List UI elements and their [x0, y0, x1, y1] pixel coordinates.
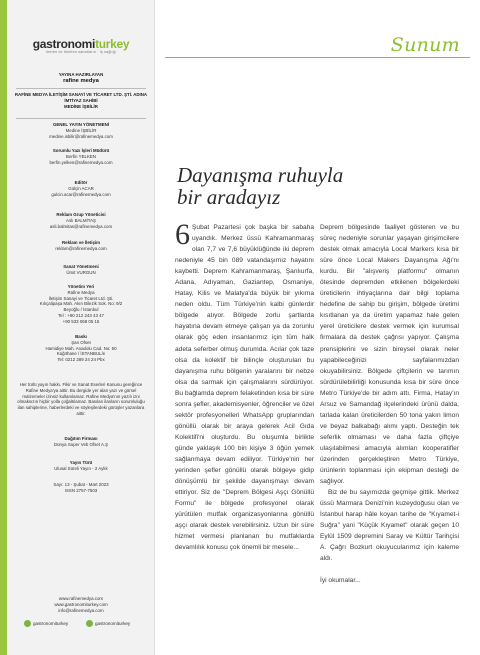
website-link[interactable]: www.gastronomiturkey.com: [54, 601, 108, 607]
publisher-name: rafine medya: [63, 77, 99, 84]
editor-name: Gülçin ACAR: [68, 185, 94, 191]
masthead-sidebar: [0, 0, 155, 655]
ad-group-block: [10, 212, 152, 229]
publisher-block: [10, 72, 152, 85]
management-title: Yönetim Yeri: [67, 284, 95, 289]
chief-editor-email[interactable]: medine.isbilir@rafinemedya.com: [49, 133, 113, 139]
responsible-editor-name: Berfin YELKEN: [66, 153, 96, 159]
publication-type-title: Yayın Türü: [69, 460, 93, 465]
responsible-editor-email[interactable]: berfin.yelken@rafinemedya.com: [49, 159, 113, 165]
sidebar-accent-bar: [0, 0, 7, 655]
issue-block: [10, 482, 152, 494]
printing-line: Kağıthane / İSTANBUL/e: [56, 351, 106, 357]
publication-type-value: Ulusal Süreli Yayın - 2 Aylık: [54, 465, 108, 471]
issn: ISSN 2757-7503: [64, 487, 98, 493]
management-line: Kılıçalipaşa Mah. Akın Bilezik Sok. No: 9/2: [39, 301, 123, 307]
issue-number: Sayı: 13 - Şubat - Mart 2023: [53, 482, 109, 487]
magazine-logo: [10, 37, 152, 54]
printing-block: [10, 334, 152, 363]
twitter-icon: [86, 620, 93, 627]
owner-block: [10, 92, 152, 109]
chief-editor-title: GENEL YAYIN YÖNETMENİ: [52, 122, 110, 127]
logo-tagline: üreten ve tüketen sanatların · İş sağlığı: [45, 50, 117, 54]
owner-name: MEDİNE İŞBİLİR: [64, 103, 98, 109]
section-title: Sunum: [390, 34, 460, 56]
publisher-heading: YAYINA HAZIRLAYAN: [58, 72, 104, 77]
divider: [16, 88, 146, 89]
headline-line: bir aradayız: [177, 185, 281, 209]
printing-title: Baskı: [75, 334, 87, 339]
email-link[interactable]: info@rafinemedya.com: [58, 607, 104, 613]
column-2-paragraph: Deprem bölgesinde faaliyet gösteren ve bu süreç nedeniyle sorunlar yaşayan girişimcilere destek olmak amacıyla Local Markers kısa bir süre önce Local Makers Dayanışma Ağı'nı kurdu. Bir "alışveriş platformu" olmanın ötesinde depremden etkilenen bölgelerdeki üreticilerin ihtiyaçlarına dair bilgi toplama hedefine de sahip bu girişim, bölgede üretimi kısıtlanan ya da üretim yapamaz hale gelen yerel üreticilere destek vermek için kurumsal firmalara da destek çağrısı yapıyor. Çalışma prensiplerini ve sizin bireysel olarak neler yapabileceğinizi sayfalarımızdan okuyabilirsiniz. Bölgede çiftçilerin ve tarımın sürdürülebilirliği konusunda kısa bir süre önce Metro Türkiye'de bir adım attı. Firma, Hatay'ın Arsuz ve Samandağ ilçelerindeki ürünü dalda, tarlada kalan üreticilerden 50 tona yakın limon ve beyaz balkabağı alımı yaptı. Desteğin tek seferlik olmaması ve daha fazla çiftçiye ulaşılabilmesi amacıyla alımları kooperatifler üzerinden gerçekleştiren Metro Türkiye, ürünlerin toplanması için ekipman desteği de sağlıyor.: [320, 224, 459, 486]
printing-phone: Tel: 0212 289 24 24 Pbx: [57, 357, 105, 363]
copyright-disclaimer: [10, 382, 152, 417]
headline-line: Dayanışma ruhuyla: [177, 163, 344, 187]
chief-editor-name: Medine İŞBİLİR: [65, 127, 97, 133]
ad-group-email[interactable]: asli.balmitas@rafinemedya.com: [49, 223, 113, 229]
instagram-handle: gastronomiturkey: [33, 621, 69, 626]
distribution-name: Dünya Super Veb Ofset A.Ş: [53, 441, 109, 447]
ad-contact-block: [10, 240, 152, 252]
instagram-link[interactable]: [24, 620, 68, 627]
closing-line: İyi okumalar...: [320, 577, 361, 585]
editor-email[interactable]: gulcin.acar@rafinemedya.com: [51, 191, 111, 197]
instagram-icon: [24, 620, 31, 627]
ad-contact-title: Reklam ve İletişim: [61, 240, 101, 245]
editor-block: [10, 180, 152, 197]
article-column-1: [175, 218, 314, 553]
management-line: Rafine Medya: [67, 289, 95, 295]
article-headline: [177, 164, 417, 208]
ad-contact-email[interactable]: reklam@rafinemedya.com: [55, 245, 107, 251]
chief-editor-block: [10, 122, 152, 139]
management-line: İletişim Sanayi ve Ticaret Ltd. Şti.: [48, 295, 114, 301]
article-column-2: [320, 222, 459, 587]
social-links: [10, 620, 150, 630]
responsible-editor-block: [10, 148, 152, 165]
management-phone: Tel : +90 212 243 43 47: [57, 312, 105, 318]
responsible-editor-title: Sorumlu Yazı İşleri Müdürü: [52, 148, 110, 153]
printing-line: Şan Ofset: [71, 339, 91, 345]
owner-org: RAFİNE MEDYA İLETİŞİM SANAYİ VE TİCARET LTD. ŞTİ. ADINA İMTİYAZ SAHİBİ: [14, 92, 148, 103]
publication-type-block: [10, 460, 152, 472]
management-address-block: [10, 284, 152, 325]
ad-group-title: Reklam Grup Yöneticisi: [56, 212, 106, 217]
twitter-handle: gastronomiturkey: [95, 621, 131, 626]
management-line: Beyoğlu / İstanbul: [63, 307, 99, 313]
distribution-title: Dağıtım Firması: [64, 436, 98, 441]
management-phone: +90 533 068 05 15: [62, 318, 100, 324]
logo-brand-accent: turkey: [95, 37, 130, 51]
column-1-text: Şubat Pazartesi çok başka bir sabaha uyandık. Merkez üssü Kahramanmaraş olan 7,7 ve 7,6 büyüklüğünde iki deprem nedeniyle 45 bin 089 vatandaşımız hayatını kaybetti. Deprem Kahramanmaraş, Şanlıurfa, Adana, Adıyaman, Gaziantep, Osmaniye, Hatay, Kilis ve Malatya'da büyük bir yıkıma neden oldu. Tüm Türkiye'nin kalbi günlerdir bölgede atıyor. Bölgede zorlu şartlarda hayatına devam etmeye çalışan ya da zorunlu olarak göç eden insanlarımız için tüm halk adeta seferber olmuş durumda. Acılar çok taze olsa da kolektif bir bilinçle oluşturulan bu dayanışma ruhu bölgenin yaralarını bir nebze olsa da sarmak için çalışmalarını sürdürüyor. Bu bağlamda deprem felaketinden kısa bir süre sonra şefler, akademisyenler, öğrenciler ve özel sektör profesyonelleri WhatsApp gruplarından gönüllü olarak bir araya gelerek Acil Gıda Kolektifi'ni oluşturdu. Bu oluşumla birlikte günde yaklaşık 100 bin kişiye 3 öğün yemek sağlanmaya devam ediliyor. Türkiye'nin her yerinden şefler gönüllü olarak bölgeye gidip dönüşümlü bir şekilde dayanışmayı devam ettiriyor. Siz de "Deprem Bölgesi Aşçı Gönüllü Formu" ile bölgede profesyonel olarak yürütülen mutfak organizasyonlarına gönüllü aşçı olarak destek verebilirsiniz. Uzun bir süre hizmet vermesi planlanan bu mutfaklarda devamlılık konusu çok önemli bir mesele...: [175, 224, 314, 552]
art-director-name: Ümit VURGUN: [66, 269, 96, 275]
disclaimer-text: Her türlü yayın hakkı. Fikir ve Sanat Eserleri Kanunu gereğince Rafine Medya'ya aittir. Bu dergide yer alan yazı ve görsel malzemeler izinsiz kullanılamaz. Rafine Medya'nın yazılı izni olmaksızın hiçbir yolla çoğaltılamaz. Basılan ilanların sorumluluğu ilan sahiplerine, haberlerdeki ve söyleşilerdeki görüşler yazanlara aittir.: [17, 382, 145, 416]
section-rule: [165, 57, 470, 58]
website-link[interactable]: www.rafinemedya.com: [58, 596, 104, 601]
column-2-paragraph: Biz de bu sayımızda geçmişe gittik. Merkez üssü Marmara Denizi'nin kuzeydoğusu olan ve İstanbul harap hâle koyan tarihe de "Kıyamet-i Suğra" yani "Küçük Kıyamet" olarak geçen 10 Eylül 1509 depremini Saray ve Kültür Tarihçisi A. Çağrı Bozkurt okuyucularımız için kaleme aldı.: [320, 489, 459, 563]
web-links: [10, 596, 152, 613]
art-director-block: [10, 264, 152, 276]
distribution-block: [10, 436, 152, 448]
divider: [16, 118, 146, 119]
art-director-title: Sanat Yönetmeni: [63, 264, 99, 269]
ad-group-name: Aslı BALMİTAŞ: [66, 217, 96, 223]
twitter-link[interactable]: [86, 620, 130, 627]
drop-cap: 6: [175, 218, 190, 251]
logo-brand: gastronomi: [32, 37, 96, 51]
editor-title: Editör: [74, 180, 88, 185]
printing-line: Hamidiye Mah. Anadolu Cad. No: 50: [45, 345, 117, 351]
